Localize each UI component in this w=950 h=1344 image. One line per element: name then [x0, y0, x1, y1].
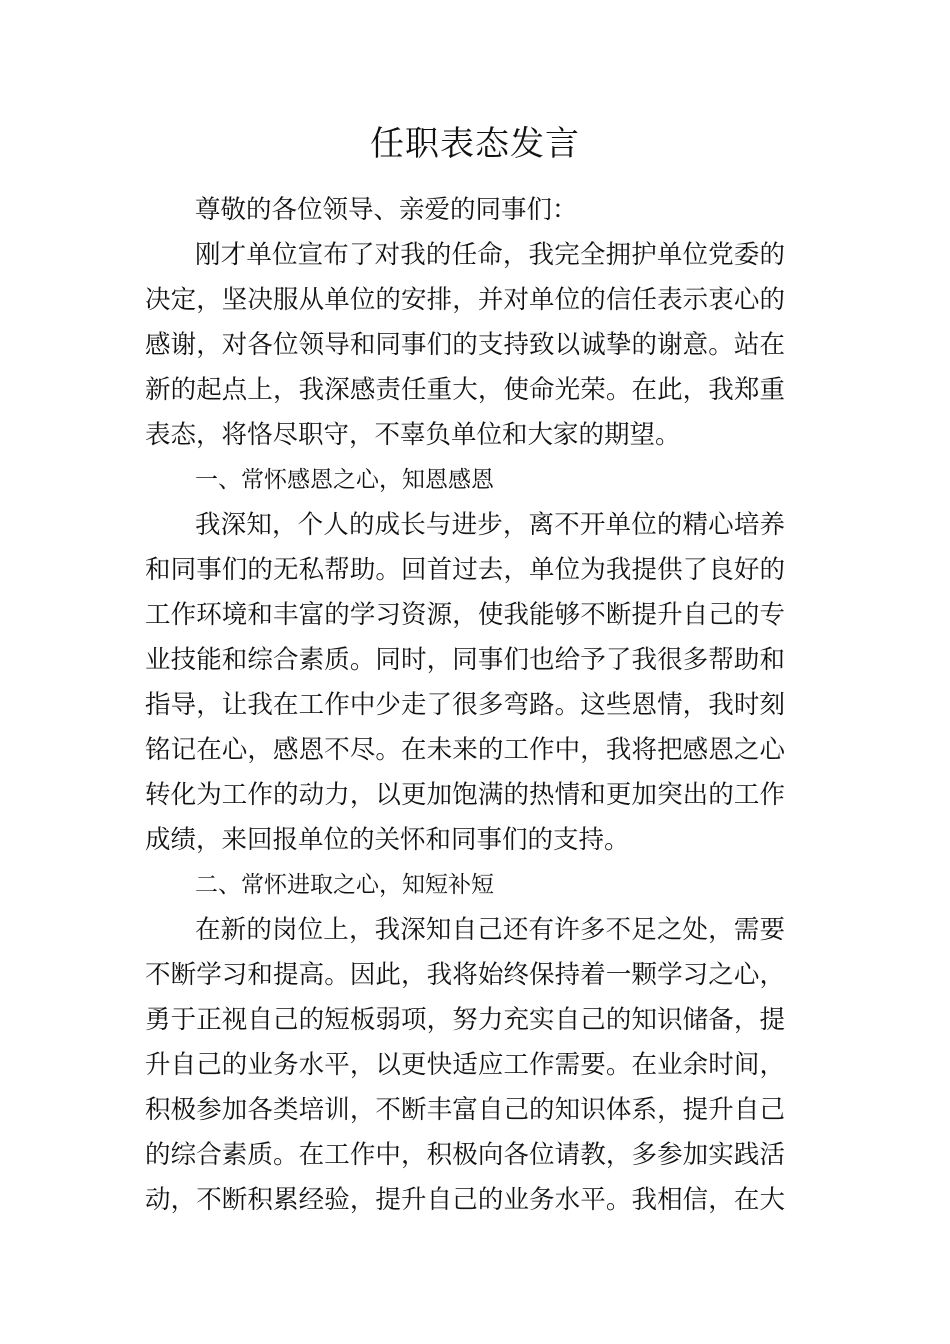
paragraph-2-line: 指导，让我在工作中少走了很多弯路。这些恩情，我时刻	[145, 690, 785, 720]
section-heading-2: 二、常怀进取之心，知短补短	[195, 872, 494, 898]
paragraph-2-line: 工作环境和丰富的学习资源，使我能够不断提升自己的专	[145, 600, 785, 630]
paragraph-1-line: 决定，坚决服从单位的安排，并对单位的信任表示衷心的	[145, 285, 785, 315]
paragraph-1-line: 新的起点上，我深感责任重大，使命光荣。在此，我郑重	[145, 375, 785, 405]
paragraph-2-line: 和同事们的无私帮助。回首过去，单位为我提供了良好的	[145, 555, 785, 585]
salutation: 尊敬的各位领导、亲爱的同事们：	[195, 195, 578, 225]
paragraph-2-line: 业技能和综合素质。同时，同事们也给予了我很多帮助和	[145, 645, 785, 675]
document-title: 任职表态发言	[370, 124, 580, 164]
paragraph-2-line: 我深知，个人的成长与进步，离不开单位的精心培养	[195, 510, 785, 540]
section-heading-1: 一、常怀感恩之心，知恩感恩	[195, 467, 494, 493]
paragraph-1-line: 表态，将恪尽职守，不辜负单位和大家的期望。	[145, 420, 681, 450]
paragraph-3-line: 在新的岗位上，我深知自己还有许多不足之处，需要	[195, 915, 785, 945]
paragraph-2-line: 铭记在心，感恩不尽。在未来的工作中，我将把感恩之心	[145, 735, 785, 765]
paragraph-3-line: 的综合素质。在工作中，积极向各位请教，多参加实践活	[145, 1140, 785, 1170]
paragraph-3-line: 积极参加各类培训，不断丰富自己的知识体系，提升自己	[145, 1095, 785, 1125]
paragraph-3-line: 勇于正视自己的短板弱项，努力充实自己的知识储备，提	[145, 1005, 785, 1035]
paragraph-1-line: 感谢，对各位领导和同事们的支持致以诚挚的谢意。站在	[145, 330, 785, 360]
paragraph-3-line: 不断学习和提高。因此，我将始终保持着一颗学习之心，	[145, 960, 785, 990]
paragraph-3-line: 升自己的业务水平，以更快适应工作需要。在业余时间，	[145, 1050, 785, 1080]
paragraph-2-line: 转化为工作的动力，以更加饱满的热情和更加突出的工作	[145, 780, 785, 810]
paragraph-3-line: 动，不断积累经验，提升自己的业务水平。我相信，在大	[145, 1185, 785, 1215]
paragraph-1-line: 刚才单位宣布了对我的任命，我完全拥护单位党委的	[195, 240, 785, 270]
paragraph-2-line: 成绩，来回报单位的关怀和同事们的支持。	[145, 825, 630, 855]
